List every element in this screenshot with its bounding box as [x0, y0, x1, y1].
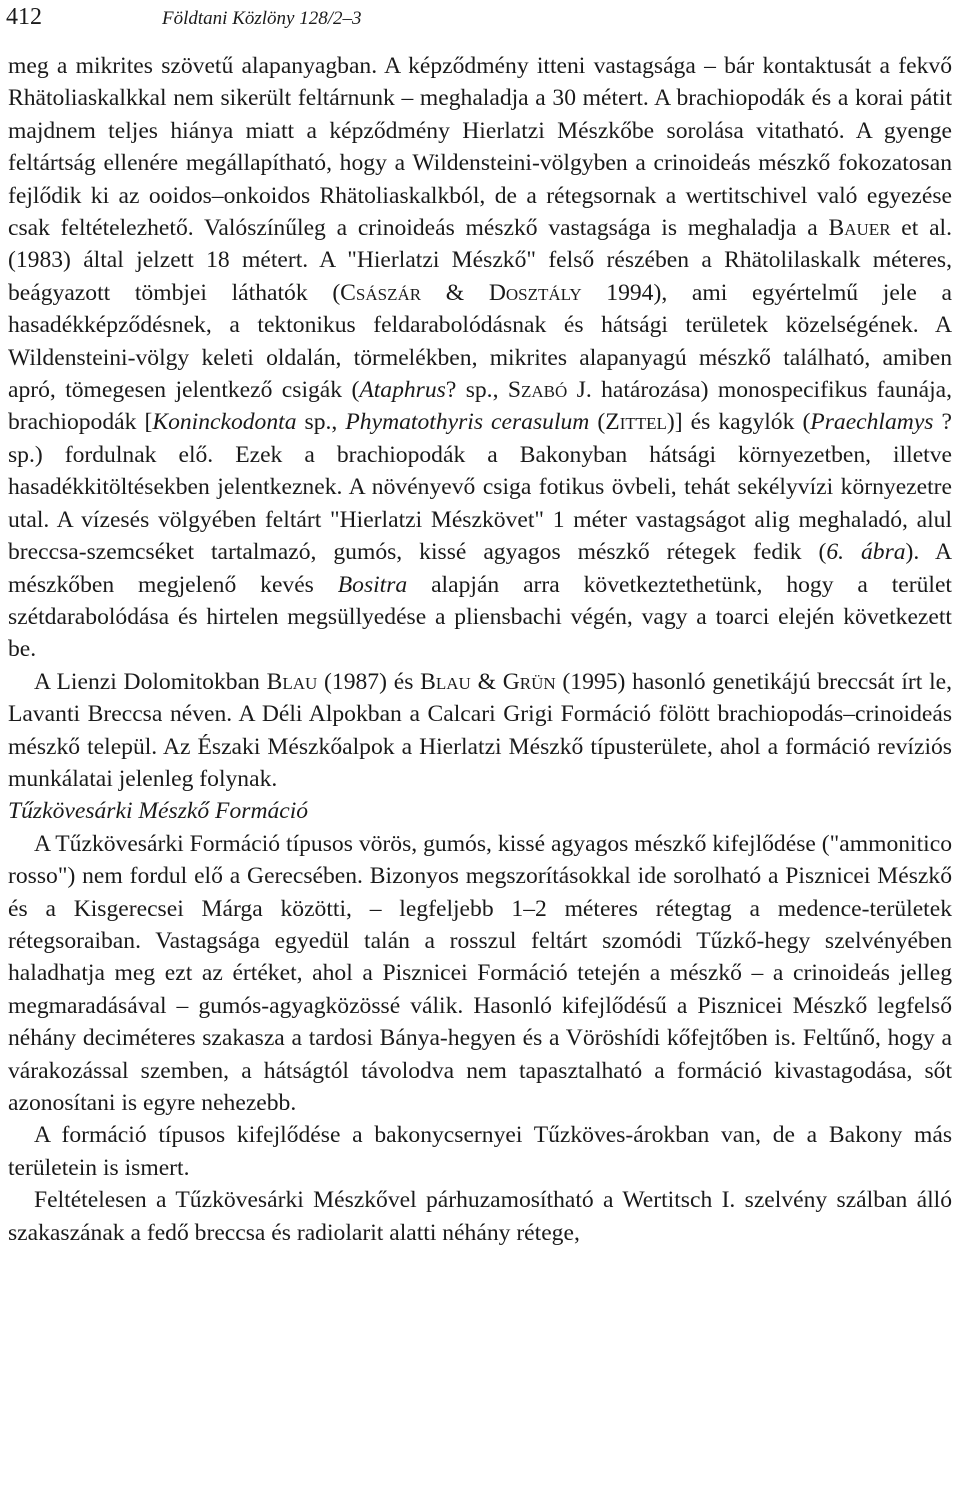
page-header	[6, 4, 952, 30]
figure-reference: 6. ábra	[826, 539, 906, 566]
page-number: 412	[6, 4, 42, 30]
section-heading: Tűzkövesárki Mészkő Formáció	[8, 798, 309, 825]
running-head: Földtani Közlöny 128/2–3	[162, 8, 362, 29]
taxon-name: Bositra	[337, 571, 408, 598]
body-text	[8, 50, 952, 1249]
paragraph-lienz-dolomites: A Lienzi Dolomitokban Blau (1987) és Blau & Grün (1995) hasonló genetikájú breccsát írt le, Lavanti Breccsa néven. A Déli Alpokban a Calcari Grigi Formáció fölött brachiopodás–crinoideás mészkő települ. Az Északi Mészkőalpok a Hierlatzi Mészkő típusterülete, ahol a formáció revíziós munkálatai jelenleg folynak.	[8, 668, 952, 792]
paragraph-hierlatzi-continued: meg a mikrites szövetű alapanyagban. A képződmény itteni vastagsága – bár kontaktusát a fekvő Rhätoliaskalkkal nem sikerült feltárnunk – meghaladja a 30 métert. A brachiopodák és a korai pátit majdnem teljes hiánya miatt a képződmény Hierlatzi Mészkőbe sorolása vitatható. A gyenge feltártság ellenére megállapítható, hogy a Wildensteini-völgyben a crinoideás mészkő fokozatosan fejlődik ki az ooidos–onkoidos Rhätoliaskalkból, de a rétegsornak a wertitschivel való egyezése csak feltételezhető. Valószínűleg a crinoideás mészkő vastagsága is meghaladja a Bauer et al. (1983) által jelzett 18 métert. A "Hierlatzi Mészkő" felső részében a Rhätolilaskalk méteres, beágyazott tömbjei láthatók (Császár & Dosztály 1994), ami egyértelmű jele a hasadékképződésnek, a tektonikus feldarabolódásnak és hátsági területek közelségének. A Wildensteini-völgy keleti oldalán, törmelékben, mikrites alapanyagú mészkő található, amiben apró, tömegesen jelentkező csigák (Ataphrus? sp., Szabó J. határozása) monospecifikus faunája, brachiopodák [Koninckodonta sp., Phymatothyris cerasulum (Zittel)] és kagylók (Praechlamys ? sp.) fordulnak elő. Ezek a brachiopodák a Bakonyban hátsági környezetben, illetve hasadékkitöltésekben jelentkeznek. A növényevő csiga fotikus övbeli, tehát sekélyvízi környezetre utal. A vízesés völgyében feltárt "Hierlatzi Mészkövet" 1 méter vastagságot alig meghaladó, alul breccsa-szemcséket tartalmazó, gumós, kissé agyagos mészkő rétegek fedik (6. ábra). A mészkőben megjelenő kevés Bositra alapján arra következtethetünk, hogy a terület szétdarabolódása és hirtelen megsüllyedése a pliensbachi végén, vagy a toarci elején következett be.	[8, 53, 953, 663]
paragraph-wertitsch-correlation: Feltételesen a Tűzkövesárki Mészkővel párhuzamosítható a Wertitsch I. szelvény szálban álló szakaszának a fedő breccsa és radiolarit alatti néhány rétege,	[8, 1187, 952, 1246]
taxon-name: Phymatothyris cerasulum	[345, 409, 590, 436]
paragraph-formation-description: A Tűzkövesárki Formáció típusos vörös, gumós, kissé agyagos mészkő kifejlődése ("ammonitico rosso") nem fordul elő a Gerecsében. Bizonyos megszorításokkal ide sorolható a Pisznicei Mészkő és a Kisgerecsei Márga közötti, – legfeljebb 1–2 méteres rétegtag a medence-területek rétegsoraiban. Vastagsága egyedül talán a rosszul feltárt szomódi Tűzkő-hegy szelvényében haladhatja meg ezt az értéket, ahol a Pisznicei Formáció tetején a mészkő – a crinoideás jelleg megmaradásával – gumós-agyagközössé válik. Hasonló kifejlődésű a Pisznicei Mészkő legfelső néhány deciméteres szakasza a tardosi Bánya-hegyen és a Vöröshídi kőfejtőben is. Feltűnő, hogy a várakozással szemben, a hátságtól távolodva nem tapasztalható a formáció kivastagodása, sőt azonosítani is egyre nehezebb.	[8, 830, 952, 1116]
author-name: Blau	[266, 668, 318, 695]
author-name: Császár	[340, 279, 422, 306]
author-name: Szabó	[507, 377, 568, 404]
author-name: Bauer	[828, 215, 891, 242]
author-name: Zittel	[605, 409, 667, 436]
taxon-name: Koninckodonta	[152, 409, 297, 436]
author-name: Grün	[502, 668, 556, 695]
taxon-name: Ataphrus	[359, 377, 446, 404]
author-name: Dosztály	[488, 279, 582, 306]
author-name: Blau	[420, 668, 471, 695]
paragraph-type-locality: A formáció típusos kifejlődése a bakonycsernyei Tűzköves-árokban van, de a Bakony más területein is ismert.	[8, 1122, 952, 1181]
taxon-name: Praechlamys	[810, 409, 934, 436]
